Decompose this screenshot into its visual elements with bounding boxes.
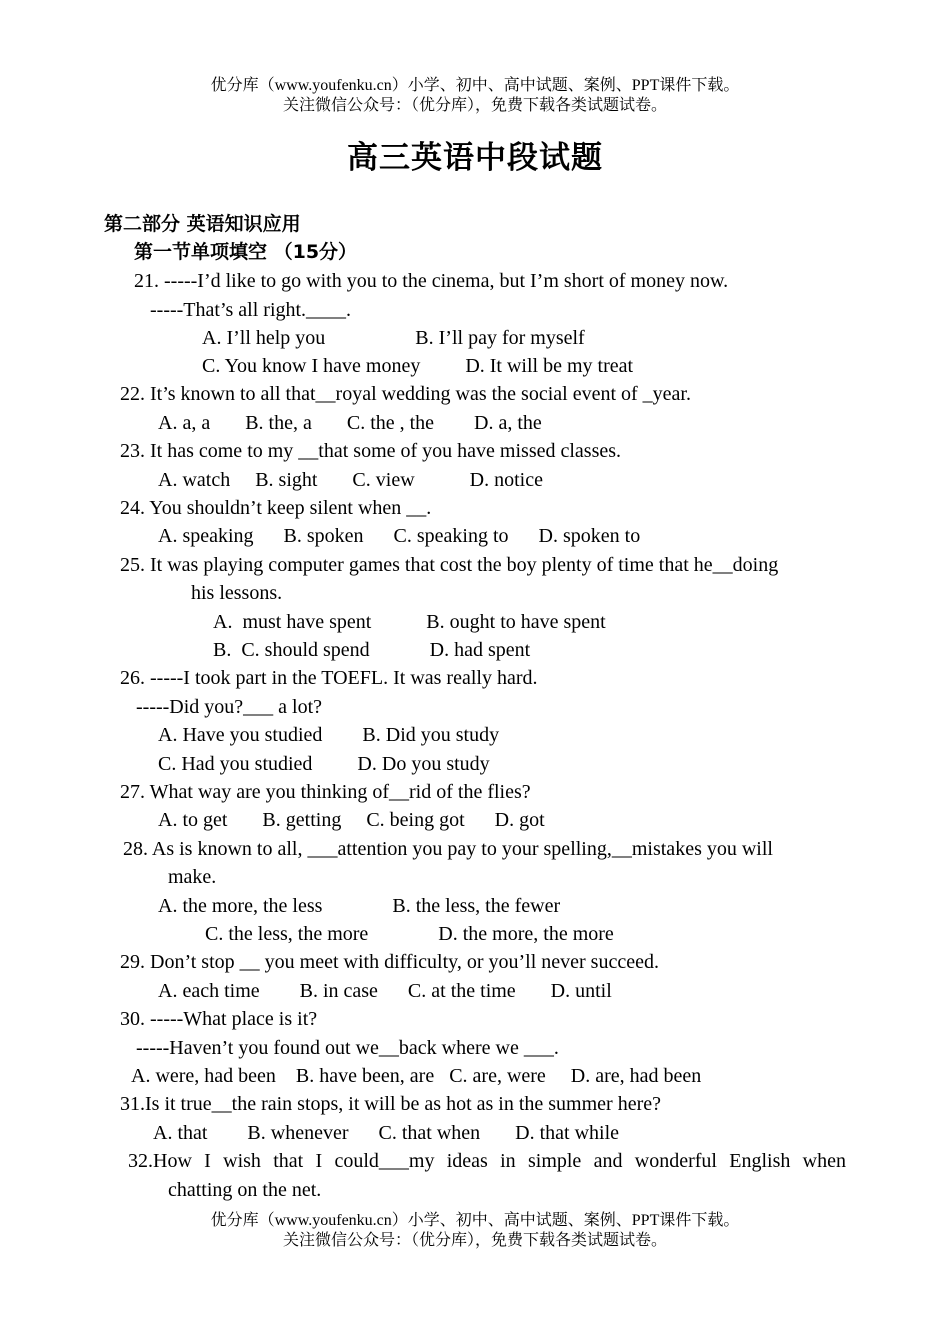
question-21-options-cd: C. You know I have money D. It will be my treat bbox=[202, 355, 634, 377]
question-29-options: A. each time B. in case C. at the time D. until bbox=[158, 980, 612, 1002]
question-25: 25. It was playing computer games that cost the boy plenty of time that he__doing bbox=[120, 554, 779, 576]
page-title: 高三英语中段试题 bbox=[347, 140, 603, 176]
question-23: 23. It has come to my __that some of you have missed classes. bbox=[120, 440, 622, 462]
question-28-options-ab: A. the more, the less B. the less, the fewer bbox=[158, 895, 561, 917]
question-26-options-cd: C. Had you studied D. Do you study bbox=[158, 753, 490, 775]
question-21-options-ab: A. I’ll help you B. I’ll pay for myself bbox=[202, 327, 585, 349]
question-30: 30. -----What place is it? bbox=[120, 1008, 318, 1030]
question-26-dialog: -----Did you?___ a lot? bbox=[136, 696, 323, 718]
question-32-continued: chatting on the net. bbox=[168, 1179, 322, 1201]
question-21-dialog: -----That’s all right.____. bbox=[150, 299, 352, 321]
question-28-continued: make. bbox=[168, 866, 217, 888]
question-30-dialog: -----Haven’t you found out we__back where we ___. bbox=[136, 1037, 559, 1059]
question-28-options-cd: C. the less, the more D. the more, the more bbox=[205, 923, 614, 945]
question-23-options: A. watch B. sight C. view D. notice bbox=[158, 469, 543, 491]
question-22-options: A. a, a B. the, a C. the , the D. a, the bbox=[158, 412, 542, 434]
page-header bbox=[0, 76, 950, 116]
question-22: 22. It’s known to all that__royal wedding was the social event of _year. bbox=[120, 383, 691, 405]
question-26-options-ab: A. Have you studied B. Did you study bbox=[158, 724, 500, 746]
subsection-heading: 第一节单项填空 （15分） bbox=[134, 241, 358, 263]
footer-line-2: 关注微信公众号：（优分库），免费下载各类试题试卷。 bbox=[282, 1232, 667, 1249]
question-29: 29. Don’t stop __ you meet with difficulty, or you’ll never succeed. bbox=[120, 951, 659, 973]
question-30-options: A. were, had been B. have been, are C. are, were D. are, had been bbox=[131, 1065, 702, 1087]
question-32: 32.How I wish that I could___my ideas in simple and wonderful English when bbox=[128, 1150, 846, 1172]
question-27-options: A. to get B. getting C. being got D. got bbox=[158, 809, 545, 831]
header-line-2: 关注微信公众号：（优分库），免费下载各类试题试卷。 bbox=[282, 97, 667, 114]
question-28: 28. As is known to all, ___attention you pay to your spelling,__mistakes you will bbox=[123, 838, 773, 860]
question-24-options: A. speaking B. spoken C. speaking to D. spoken to bbox=[158, 525, 641, 547]
question-27: 27. What way are you thinking of__rid of the flies? bbox=[120, 781, 531, 803]
question-31-options: A. that B. whenever C. that when D. that while bbox=[153, 1122, 620, 1144]
question-25-options-cd: B. C. should spend D. had spent bbox=[213, 639, 531, 661]
page-footer bbox=[0, 1211, 950, 1251]
question-31: 31.Is it true__the rain stops, it will be as hot as in the summer here? bbox=[120, 1093, 661, 1115]
question-24: 24. You shouldn’t keep silent when __. bbox=[120, 497, 432, 519]
header-line-1: 优分库（www.youfenku.cn）小学、初中、高中试题、案例、PPT课件下载。 bbox=[210, 77, 740, 94]
question-21: 21. -----I’d like to go with you to the cinema, but I’m short of money now. bbox=[134, 270, 729, 292]
question-26: 26. -----I took part in the TOEFL. It was really hard. bbox=[120, 667, 538, 689]
section-heading: 第二部分 英语知识应用 bbox=[104, 213, 301, 235]
question-25-options-ab: A. must have spent B. ought to have spent bbox=[213, 611, 606, 633]
footer-line-1: 优分库（www.youfenku.cn）小学、初中、高中试题、案例、PPT课件下载。 bbox=[210, 1212, 740, 1229]
question-25-continued: his lessons. bbox=[191, 582, 283, 604]
